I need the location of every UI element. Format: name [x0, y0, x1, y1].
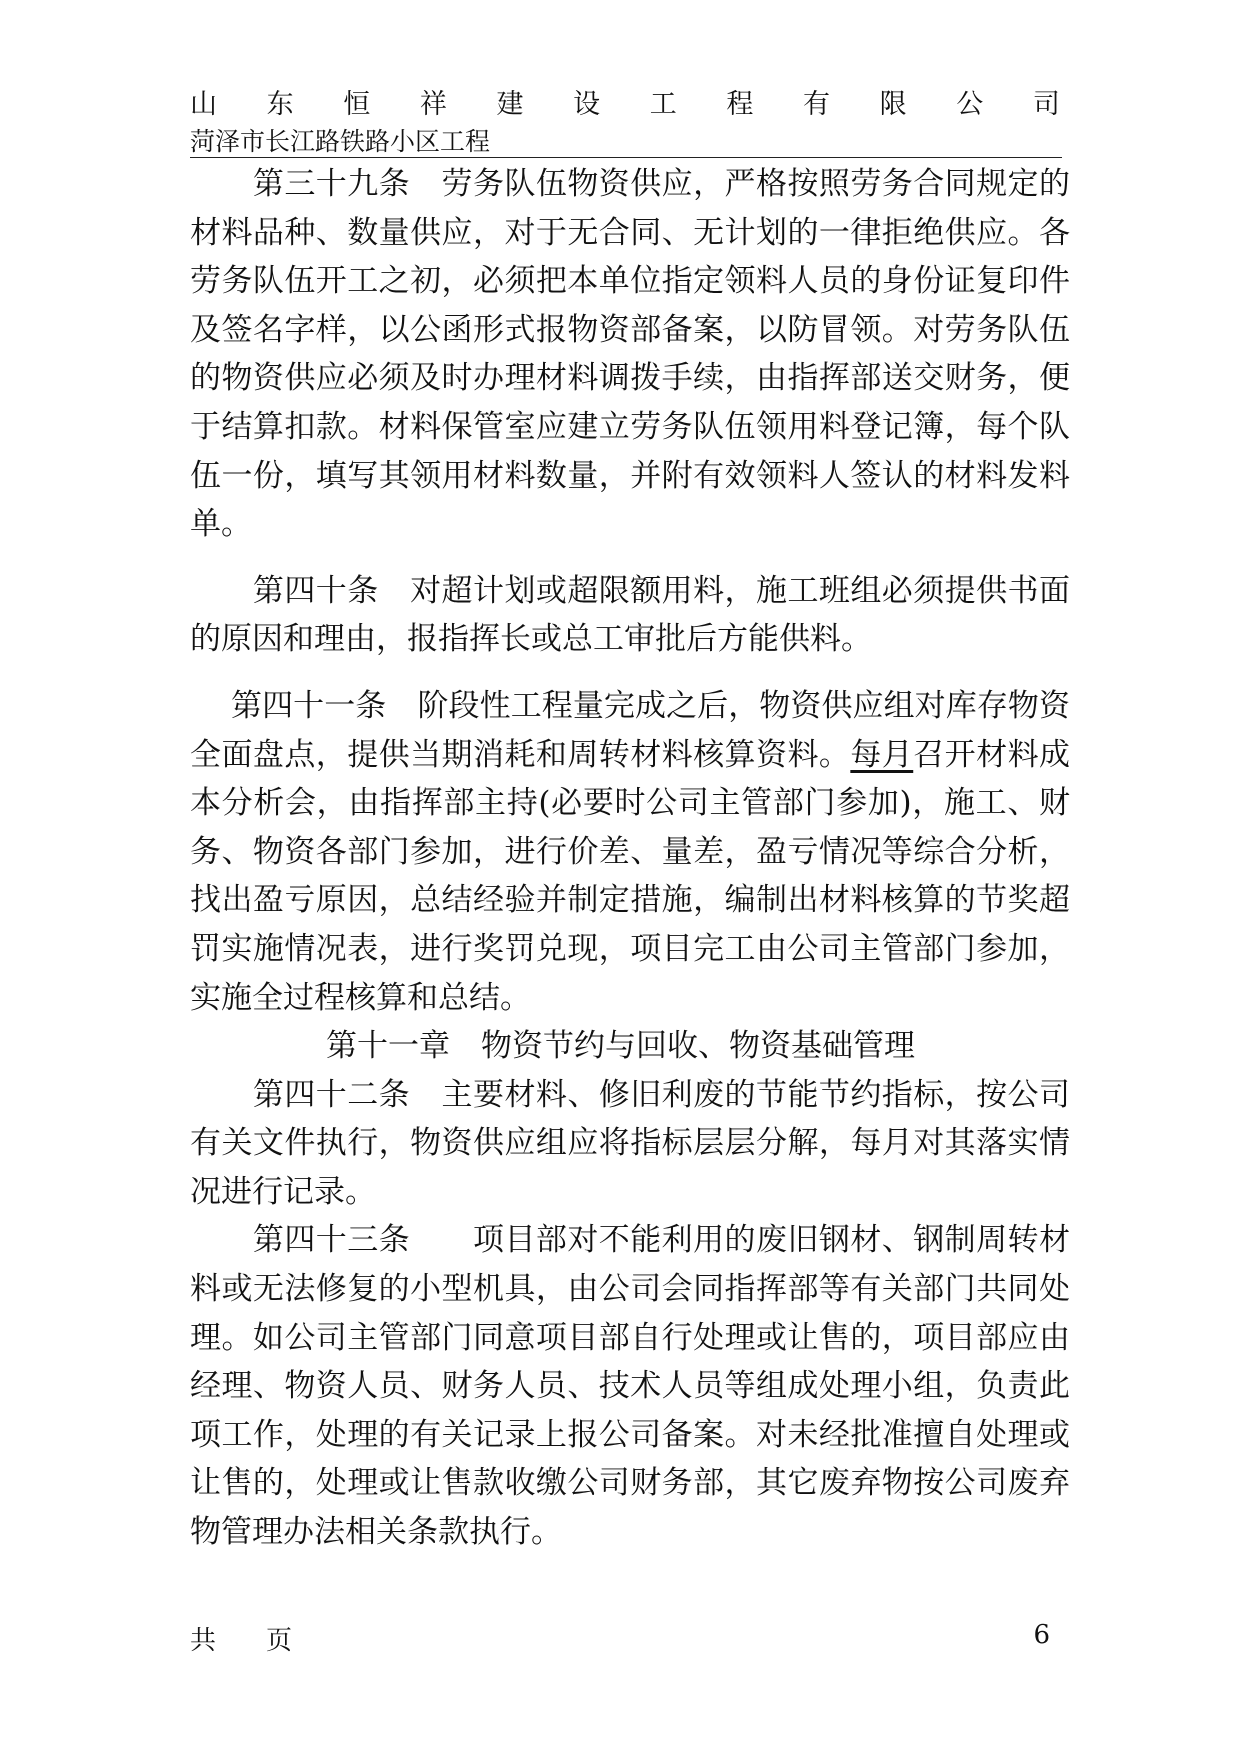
article-41-part-b: 召开材料成本分析会，由指挥部主持(必要时公司主管部门参加)，施工、财务、物资各部门参加，进行价差、量差，盈亏情况等综合分析，找出盈亏原因，总结经验并制定措施，编制出材料核算的节奖超罚实施情况表，进行奖罚兑现，项目完工由公司主管部门参加，实施全过程核算和总结。 [190, 736, 1071, 1016]
company-char: 公 [956, 89, 984, 120]
article-40: 第四十条 对超计划或超限额用料，施工班组必须提供书面的原因和理由，报指挥长或总工审批后方能供料。 [190, 572, 1070, 658]
article-41-part-a: 第四十一条 阶段性工程量完成之后，物资供应组对库存物资全面盘点，提供当期消耗和周转材料核算资料。 [190, 687, 1070, 773]
header-rule [190, 157, 1062, 158]
paragraph-gap [190, 549, 1070, 567]
underlined-term: 每月 [850, 736, 914, 773]
paragraph-gap [190, 664, 1070, 682]
company-char: 山 [190, 89, 217, 120]
footer-ye: 页 [266, 1626, 293, 1656]
company-char: 建 [496, 89, 524, 120]
company-char: 限 [879, 89, 907, 120]
page-number: 6 [1033, 1620, 1050, 1650]
footer-gong: 共 [190, 1626, 217, 1656]
chapter-heading: 第十一章 物资节约与回收、物资基础管理 [326, 1028, 915, 1065]
article-43: 第四十三条 项目部对不能利用的废旧钢材、钢制周转材料或无法修复的小型机具，由公司会同指挥部等有关部门共同处理。如公司主管部门同意项目部自行处理或让售的，项目部应由经理、物资人员、财务人员、技术人员等组成处理小组，负责此项工作，处理的有关记录上报公司备案。对未经批准擅自处理或让售的，处理或让售款收缴公司财务部，其它废弃物按公司废弃物管理办法相关条款执行。 [190, 1222, 1070, 1551]
company-char: 设 [573, 89, 601, 120]
page-header [190, 86, 1060, 160]
company-char: 恒 [343, 89, 371, 120]
project-name: 菏泽市长江路铁路小区工程 [190, 127, 491, 156]
article-41 [190, 682, 1070, 1022]
footer-total-pages [190, 1620, 292, 1657]
company-char: 有 [803, 89, 830, 120]
article-39: 第三十九条 劳务队伍物资供应，严格按照劳务合同规定的材料品种、数量供应，对于无合同、无计划的一律拒绝供应。各劳务队伍开工之初，必须把本单位指定领料人员的身份证复印件及签名字样，以公函形式报物资部备案，以防冒领。对劳务队伍的物资供应必须及时办理材料调拨手续，由指挥部送交财务，便于结算扣款。材料保管室应建立劳务队伍领用料登记簿，每个队伍一份，填写其领用材料数量，并附有效领料人签认的材料发料单。 [190, 166, 1070, 543]
article-42: 第四十二条 主要材料、修旧利废的节能节约指标，按公司有关文件执行，物资供应组应将指标层层分解，每月对其落实情况进行记录。 [190, 1076, 1070, 1210]
company-char: 东 [266, 89, 294, 120]
company-char: 祥 [419, 89, 447, 120]
company-char: 程 [726, 89, 754, 120]
document-body [190, 160, 1070, 1557]
company-char: 司 [1032, 89, 1060, 120]
company-name [190, 86, 1060, 124]
company-char: 工 [649, 89, 677, 120]
